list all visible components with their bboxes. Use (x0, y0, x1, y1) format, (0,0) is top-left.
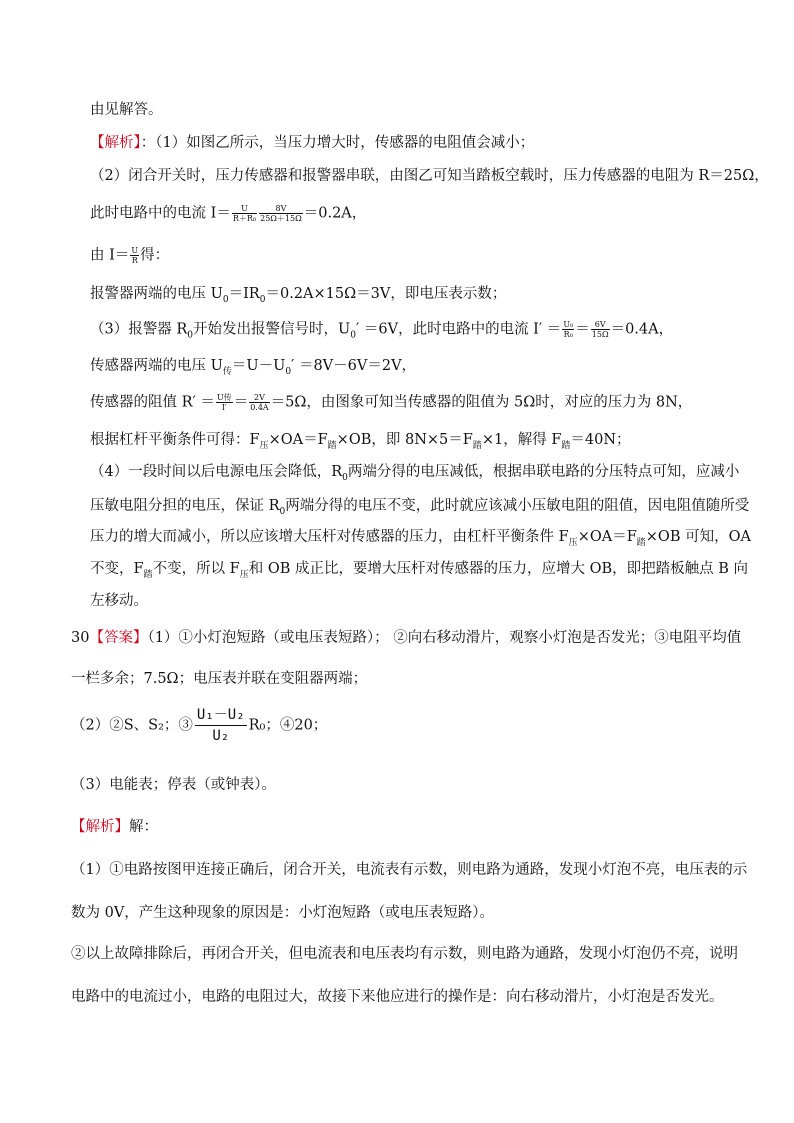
text-line: 根据杠杆平衡条件可得：$F_压\times OA=F_踏\times OB$，即 $8N\times 5=F_踏\times 1$，解得 $F_踏=40N$； (90, 432, 631, 451)
analysis-line: 【解析】：（1）如图乙所示，当压力增大时，传感器的电阻值会减小； (90, 135, 535, 151)
text-line: ②以上故障排除后，再闭合开关，但电流表和电压表均有示数，则电路为通路，发现小灯泡仍不亮，说明 (71, 946, 738, 962)
analysis-tag: 【解析】 (71, 819, 129, 835)
fraction: $\frac{\text{U₀}}{\text{R₀}}$ (563, 320, 574, 339)
text-line: 报警器两端的电压 $U_0=IR_0=0.2A\times 15\Omega=3V$，即电压表示数； (90, 286, 507, 305)
text-line: 一栏多余；7.5Ω；电压表并联在变阻器两端； (71, 671, 368, 687)
text-line: 压敏电阻分担的电压，保证 $R_0$两端分得的电压不变，此时就应该减小压敏电阻的阻值，因电阻值随所受 (90, 498, 750, 517)
text-line: 左移动。 (90, 593, 148, 609)
question-number: 30 (71, 630, 90, 646)
fraction: $\frac{\text{U₁－U₂}}{\text{U₂}}$ (196, 707, 245, 744)
text-line: 由见解答。 (90, 102, 163, 118)
answer-line: 30【答案】（1）①小灯泡短路（或电压表短路）； ②向右移动滑片，观察小灯泡是否发光；③电阻平均值 (71, 630, 742, 646)
answer-tag: 【答案】 (89, 630, 148, 646)
formula-line: （2）②S、S₂；③ $\frac{\text{U₁－U₂}}{\text{U₂}}$ R₀；④20； (71, 707, 328, 744)
text-line: （1）①电路按图甲连接正确后，闭合开关，电流表有示数，则电路为通路，发现小灯泡不亮，电压表的示 (71, 862, 748, 878)
text-line: 传感器两端的电压 $U_传=U-U_0' =8V-6V=2V$， (90, 358, 417, 377)
formula-line: （3）报警器 $R_0$开始发出报警信号时，$U_0' =6V$，此时电路中的电流 I′ ＝ $\frac{\text{U₀}}{\text{R₀}}$ ＝ $\frac{6V}{15\Omega}$ ＝0.4A， (90, 320, 674, 341)
analysis-line: 【解析】解： (71, 819, 158, 835)
text-line: 数为 0V，产生这种现象的原因是：小灯泡短路（或电压表短路）。 (71, 905, 495, 921)
text-line: 电路中的电流过小，电路的电阻过大，故接下来他应进行的操作是：向右移动滑片，小灯泡是否发光。 (71, 989, 724, 1005)
text-line: 不变，$F_踏$不变，所以 $F_压$和 OB 成正比，要增大压杆对传感器的压力，应增大 OB，即把踏板触点 B 向 (90, 561, 749, 580)
fraction: $\frac{2V}{0.4A}$ (250, 393, 269, 412)
text-line: 压力的增大而减小，所以应该增大压杆对传感器的压力，由杠杆平衡条件 $F_压\times OA=F_踏\times OB$ 可知，OA (90, 529, 751, 548)
text-line: （4）一段时间以后电源电压会降低，$R_0$两端分得的电压减低，根据串联电路的分压特点可知，应减小 (90, 464, 740, 483)
fraction: $\frac{\text{U传}}{I'}$ (216, 393, 232, 412)
fraction: $\frac{U}{R}$ (131, 246, 139, 265)
fraction: $\frac{8V}{25\Omega+15\Omega}$ (260, 204, 302, 223)
formula-line: 此时电路中的电流 I＝ $\frac{U}{\text{R＋R₀}}$ $\frac{8V}{25\Omega+15\Omega}$ ＝0.2A， (90, 204, 367, 223)
text-line: （3）电能表；停表（或钟表）。 (71, 777, 276, 793)
formula-line: 由 I＝ $\frac{U}{R}$ 得： (90, 246, 170, 265)
fraction: $\frac{6V}{15\Omega}$ (591, 320, 609, 339)
text-line: （2）闭合开关时，压力传感器和报警器串联，由图乙可知当踏板空载时，压力传感器的电阻为 R＝25Ω， (90, 168, 769, 184)
formula-line: 传感器的阻值 R′ ＝ $\frac{\text{U传}}{I'}$ ＝ $\frac{2V}{0.4A}$ ＝5Ω，由图象可知当传感器的阻值为 5Ω时，对应的压力为 8N， (90, 393, 693, 412)
fraction: $\frac{U}{\text{R＋R₀}}$ (232, 204, 257, 223)
analysis-tag: 【解析】 (90, 135, 141, 151)
